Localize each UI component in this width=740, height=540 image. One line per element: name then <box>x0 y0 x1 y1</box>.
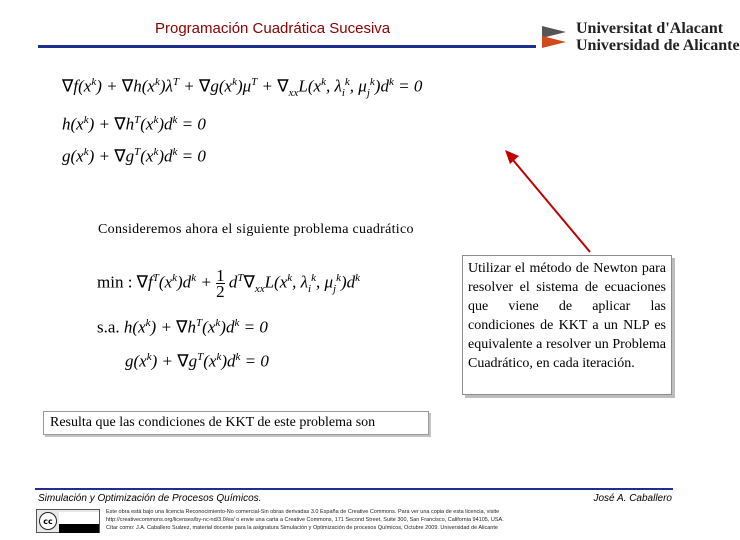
logo-line-2: Universidad de Alicante <box>576 37 740 54</box>
footer-course: Simulación y Optimización de Procesos Químicos. <box>38 493 262 504</box>
qp-objective: min : $\nabla f^T(x^k)d^k + 1$ 2 $d^T\nabla_{xx}L(x^k$, $\lambda_i^k$, $\mu_j^k)d^k$ <box>97 266 361 301</box>
cc-label-bar <box>59 524 99 533</box>
university-logo <box>540 20 740 54</box>
creative-commons-badge[interactable] <box>36 509 100 533</box>
consider-text: Consideremos ahora el siguiente problema cuadrático <box>98 222 414 237</box>
qp-constraint-1: s.a. $h(x^k) + \nabla h^T(x^k)d^k = 0$ <box>97 317 268 337</box>
license-text <box>106 508 676 532</box>
license-line-2[interactable]: http://creativecommons.org/licenses/by-nc-nd/3.0/es/ o envie una carta a Creative Commons, 171 Second Street, Suite 300, San Francisco, California 94105, USA. <box>106 517 504 523</box>
qp-constraint-2: $g(x^k) + \nabla g^T(x^k)d^k = 0$ <box>125 351 269 371</box>
kkt-equation-3: $g(x^k) + \nabla g^T(x^k)d^k = 0$ <box>62 146 206 166</box>
title-divider <box>38 45 536 48</box>
cc-conditions-icon <box>59 512 99 524</box>
newton-note-box: Utilizar el método de Newton para resolver el sistema de ecuaciones que viene de aplicar las condiciones de KKT a un NLP es equivalente a resolver un Problema Cuadrático, en cada iteración. <box>462 255 672 395</box>
footer-divider <box>35 488 673 490</box>
kkt-equation-2: $h(x^k) + \nabla h^T(x^k)d^k = 0$ <box>62 114 206 134</box>
kkt-equation-1: $\nabla f(x^k) + \nabla h(x^k)\lambda^T + \nabla g(x^k)\mu^T + \nabla_{xx}L(x^k$, $\lambda_i^k$, $\mu_j^k)d^k = 0$ <box>62 76 423 100</box>
cc-icon: cc <box>39 512 57 530</box>
result-box: Resulta que las condiciones de KKT de este problema son <box>43 411 429 435</box>
license-line-1: Este obra está bajo una licencia Reconocimiento-No comercial-Sin obras derivadas 3.0 España de Creative Commons. Para ver una copia de esta licencia, visite <box>106 509 500 515</box>
logo-line-1: Universitat d'Alacant <box>576 20 724 37</box>
footer-author: José A. Caballero <box>593 493 672 504</box>
slide-title: Programación Cuadrática Sucesiva <box>155 20 391 37</box>
license-line-3: Cítar como: J.A. Caballero Suárez, material docente para la asignatura Simulación y Optimización de procesos Químicos, Octubre 2009. Universidad de Alicante <box>106 525 498 531</box>
university-logo-icon <box>540 22 568 50</box>
